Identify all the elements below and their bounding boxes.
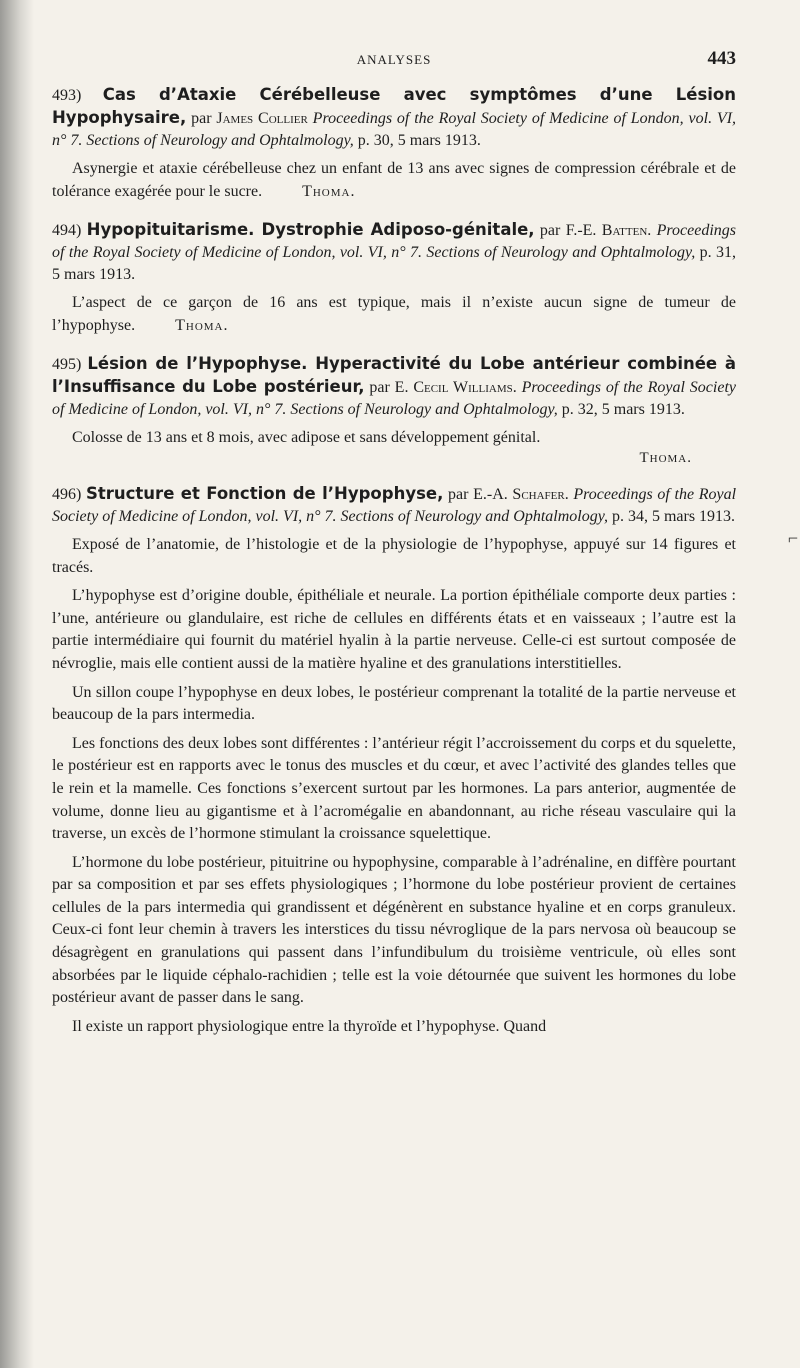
paragraph-text: L’aspect de ce garçon de 16 ans est typique, mais il n’existe aucun signe de tumeur de l’hypophyse. bbox=[52, 294, 736, 334]
entry-heading bbox=[52, 219, 736, 286]
entry-number: 494) bbox=[52, 222, 82, 240]
entry-number: 495) bbox=[52, 356, 82, 374]
entry-paragraph: Colosse de 13 ans et 8 mois, avec adipose et sans développement génital. bbox=[72, 429, 541, 447]
entry-by: par bbox=[191, 110, 212, 127]
paragraph-text: Asynergie et ataxie cérébelleuse chez un enfant de 13 ans avec signes de compression cérébrale et de tolérance exagérée pour le sucre. bbox=[52, 160, 736, 200]
entry-source: Proceedings of the Royal Society of Medicine of London, vol. VI, n° 7. Sections of Neurology and Ophtalmology, bbox=[52, 222, 736, 262]
entry-date: p. 32, 5 mars 1913. bbox=[561, 401, 685, 419]
entry-source: Proceedings of the Royal Society of Medicine of London, vol. VI, n° 7. Sections of Neurology and Ophtalmology, bbox=[52, 379, 736, 419]
entry-number: 493) bbox=[52, 87, 82, 104]
scan-edge-shadow bbox=[0, 0, 34, 1368]
entry-paragraph: L’hormone du lobe postérieur, pituitrine ou hypophysine, comparable à l’adrénaline, en diffère pourtant par sa composition et par ses effets physiologiques ; l’hormone du lobe postérieur provient de certaines cellules de la pars intermedia qui grandissent et dégénèrent en substance hyaline et en corps granuleux. Ceux-ci font leur chemin à travers les interstices du tissu névroglique de la pars nervosa où beaucoup se désagrègent en granulations qui passent dans l’infundibulum du troisième ventricule, où elles sont absorbées par le liquide céphalo-rachidien ; telle est la voie détournée que suivent les hormones du lobe postérieur avant de passer dans le sang. bbox=[52, 853, 736, 1007]
entry-heading bbox=[52, 84, 736, 152]
page bbox=[52, 46, 736, 1038]
entry-paragraph: Exposé de l’anatomie, de l’histologie et de la physiologie de l’hypophyse, appuyé sur 14 figures et tracés. bbox=[52, 535, 736, 576]
entry-signature: Thoma. bbox=[302, 182, 356, 200]
entry-date: p. 31, 5 mars 1913. bbox=[52, 244, 736, 284]
entry-paragraph bbox=[52, 292, 736, 337]
entry-493 bbox=[52, 84, 736, 203]
entry-title: Cas d’Ataxie Cérébelleuse avec symptômes d’une Lésion Hypophysaire, bbox=[52, 85, 737, 127]
entry-by: par bbox=[369, 379, 390, 397]
page-number: 443 bbox=[707, 48, 736, 69]
entry-paragraph: Un sillon coupe l’hypophyse en deux lobes, le postérieur comprenant la totalité de la partie nerveuse et beaucoup de la pars intermedia. bbox=[52, 683, 736, 724]
entry-paragraph: Les fonctions des deux lobes sont différentes : l’antérieur régit l’accroissement du corps et du squelette, le postérieur est en rapports avec le tonus des muscles et du cœur, et avec l’activité des glandes telles que le rein et la mamelle. Ces fonctions s’exercent surtout par les hormones. La pars anterior, augmentée de volume, donne lieu au gigantisme et à l’acromégalie en abandonnant, au riche réseau vasculaire qui la traverse, un excès de l’hormone stimulant la croissance squelettique. bbox=[52, 734, 736, 843]
entry-title: Structure et Fonction de l’Hypophyse, bbox=[85, 483, 444, 503]
entry-date: p. 30, 5 mars 1913. bbox=[357, 132, 481, 149]
entry-author: James Collier bbox=[216, 110, 308, 127]
entry-number: 496) bbox=[52, 485, 82, 503]
entry-title: Hypopituitarisme. Dystrophie Adiposo-génitale, bbox=[86, 220, 535, 240]
entry-source: Proceedings of the Royal Society of Medicine of London, vol. VI, n° 7. Sections of Neurology and Ophtalmology, bbox=[52, 485, 737, 525]
running-title: ANALYSES bbox=[356, 52, 432, 67]
entry-paragraph: Il existe un rapport physiologique entre la thyroïde et l’hypophyse. Quand bbox=[72, 1017, 547, 1035]
entry-signature: Thoma. bbox=[639, 449, 692, 466]
entry-by: par bbox=[539, 222, 561, 240]
entry-author: E.-A. Schafer. bbox=[473, 485, 569, 503]
entry-title: Lésion de l’Hypophyse. Hyperactivité du Lobe antérieur combinée à l’Insuffisance du Lobe postérieur, bbox=[52, 354, 737, 397]
entry-494 bbox=[52, 219, 736, 337]
entry-author: F.-E. Batten. bbox=[565, 222, 652, 240]
entry-author: E. Cecil Williams. bbox=[394, 379, 517, 397]
running-head bbox=[52, 46, 736, 76]
entry-source: Proceedings of the Royal Society of Medicine of London, vol. VI, n° 7. Sections of Neurology and Ophtalmology, bbox=[52, 110, 737, 149]
entry-date: p. 34, 5 mars 1913. bbox=[611, 507, 736, 525]
margin-mark: ⌐ bbox=[787, 528, 798, 548]
entry-heading bbox=[52, 483, 736, 528]
entry-by: par bbox=[448, 485, 469, 503]
entry-heading bbox=[52, 353, 736, 421]
entry-paragraph bbox=[52, 158, 736, 203]
entry-paragraph: L’hypophyse est d’origine double, épithéliale et neurale. La portion épithéliale comporte deux parties : l’une, antérieure ou glandulaire, est riche de cellules en différents états et en vaisseaux ; l’autre est la partie intermédiaire qui fournit du matériel hyalin à la partie nerveuse. Celle-ci est surtout composée de névroglie, mais elle contient aussi de la matière hyaline et des granulations interstitielles. bbox=[52, 587, 736, 672]
entry-495 bbox=[52, 353, 736, 467]
entry-496 bbox=[52, 483, 736, 1038]
entry-signature: Thoma. bbox=[175, 316, 229, 334]
